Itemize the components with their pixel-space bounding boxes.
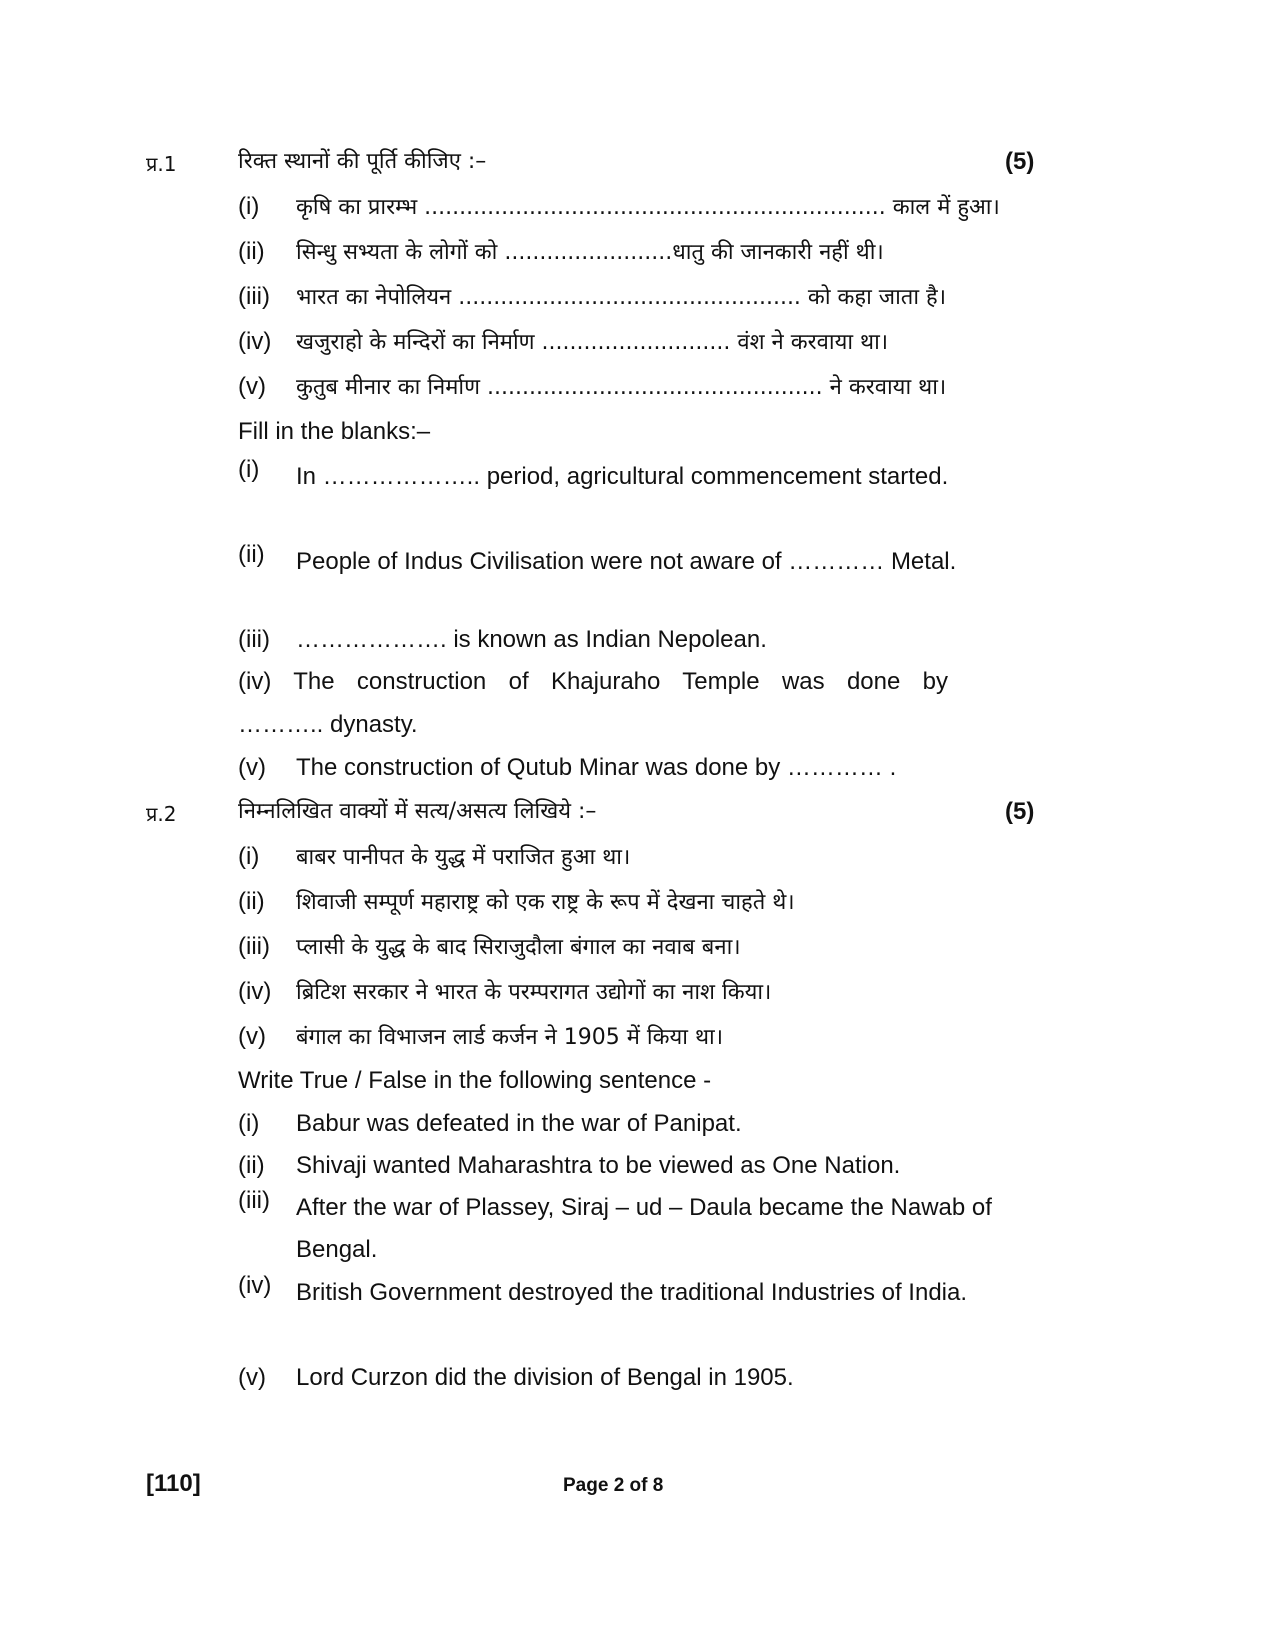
q2-en-item-3: (iii) After the war of Plassey, Siraj – ud – Daula became the Nawab of Bengal. xyxy=(238,1187,992,1263)
q1-en-item-1: (i) In ……………….. period, agricultural commencement started. xyxy=(238,456,949,490)
q2-heading-hindi: निम्नलिखित वाक्यों में सत्य/असत्य लिखिये :– xyxy=(238,799,597,824)
q1-en-item-5: (v) The construction of Qutub Minar was done by ………… . xyxy=(238,754,897,781)
q1-heading-hindi: रिक्त स्थानों की पूर्ति कीजिए :– xyxy=(238,149,487,174)
page-number: Page 2 of 8 xyxy=(563,1475,664,1496)
q1-number: प्र.1 xyxy=(146,152,177,176)
q1-heading-english: Fill in the blanks:– xyxy=(238,418,431,445)
q2-heading-english: Write True / False in the following sentence - xyxy=(238,1067,712,1094)
q1-marks: (5) xyxy=(1005,148,1035,175)
q1-en-item-4-continued: ……….. dynasty. xyxy=(238,711,418,738)
q2-en-item-5: (v) Lord Curzon did the division of Bengal in 1905. xyxy=(238,1364,794,1391)
q1-hi-item-1: (i) कृषि का प्रारम्भ .................................................................. काल में हुआ। xyxy=(238,193,1000,220)
q1-en-item-2: (ii) People of Indus Civilisation were not aware of ………… Metal. xyxy=(238,541,957,575)
q2-number: प्र.2 xyxy=(146,802,177,826)
q2-hi-item-5: (v) बंगाल का विभाजन लार्ड कर्जन ने 1905 में किया था। xyxy=(238,1023,724,1050)
q2-en-item-2: (ii) Shivaji wanted Maharashtra to be viewed as One Nation. xyxy=(238,1152,901,1179)
q1-hi-item-2: (ii) सिन्धु सभ्यता के लोगों को ........................धातु की जानकारी नहीं थी। xyxy=(238,238,884,265)
q1-en-item-4: (iv) The construction of Khajuraho Temple was done by xyxy=(238,668,948,695)
q2-en-item-4: (iv) British Government destroyed the traditional Industries of India. xyxy=(238,1272,968,1306)
q2-hi-item-3: (iii) प्लासी के युद्ध के बाद सिराजुदौला बंगाल का नवाब बना। xyxy=(238,933,741,960)
q1-hi-item-4: (iv) खजुराहो के मन्दिरों का निर्माण ........................... वंश ने करवाया था। xyxy=(238,328,889,355)
q2-en-item-1: (i) Babur was defeated in the war of Panipat. xyxy=(238,1110,742,1137)
q1-en-item-3: (iii) ………………. is known as Indian Nepolean. xyxy=(238,626,767,653)
q1-hi-item-5: (v) कुतुब मीनार का निर्माण ................................................ ने करवाया था। xyxy=(238,373,947,400)
q2-hi-item-2: (ii) शिवाजी सम्पूर्ण महाराष्ट्र को एक राष्ट्र के रूप में देखना चाहते थे। xyxy=(238,888,795,915)
q2-hi-item-4: (iv) ब्रिटिश सरकार ने भारत के परम्परागत उद्योगों का नाश किया। xyxy=(238,978,772,1005)
paper-code: [110] xyxy=(146,1470,201,1497)
q2-hi-item-1: (i) बाबर पानीपत के युद्ध में पराजित हुआ था। xyxy=(238,843,631,870)
q1-hi-item-3: (iii) भारत का नेपोलियन ................................................. को कहा जाता है। xyxy=(238,283,947,310)
q2-marks: (5) xyxy=(1005,798,1035,825)
